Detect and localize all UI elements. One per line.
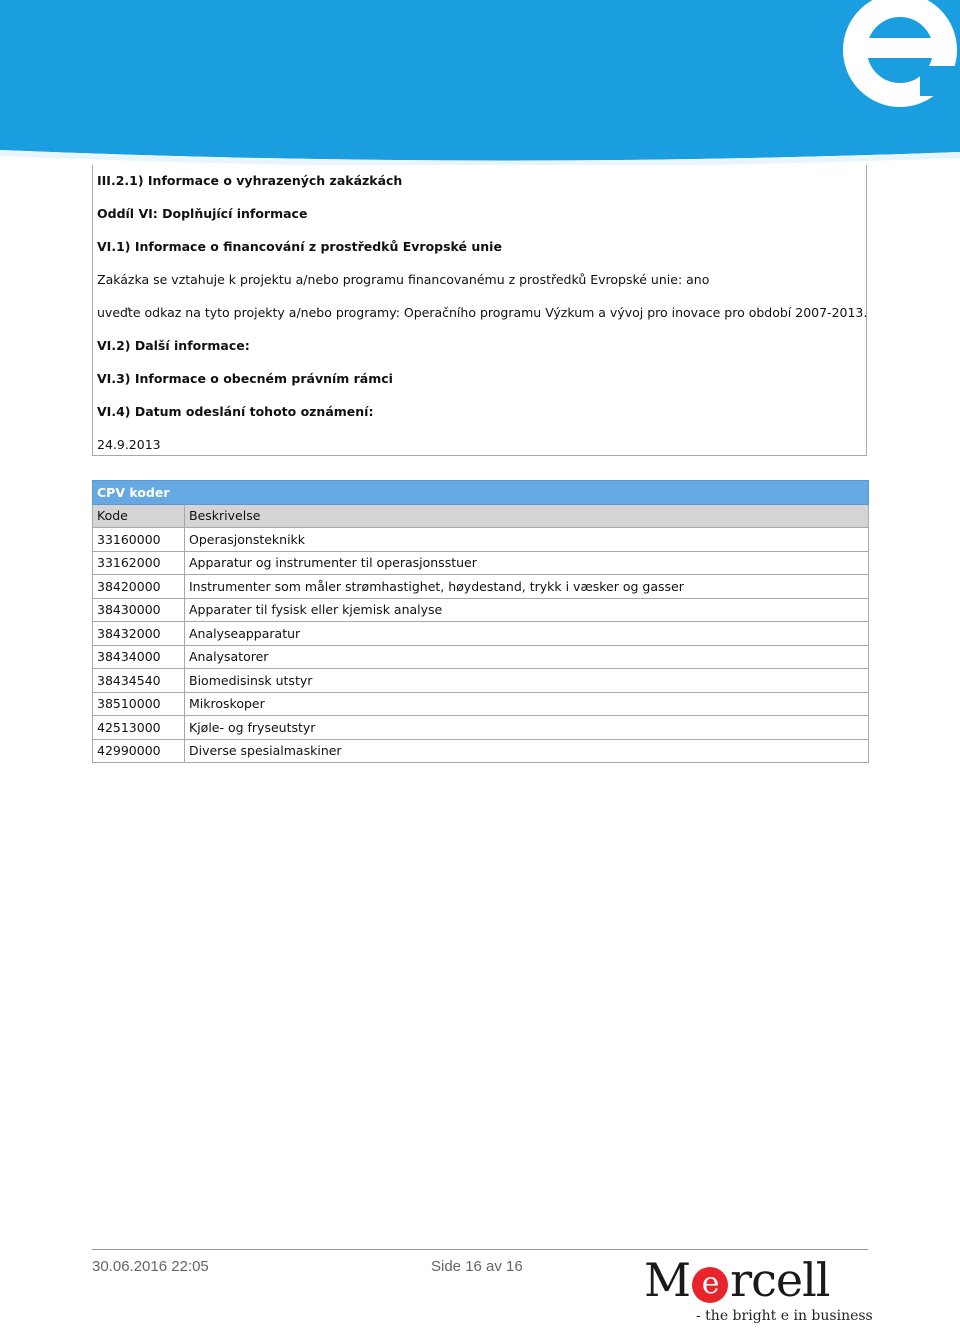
- cpv-code-table: [92, 480, 869, 763]
- section-heading-legal-framework: VI.3) Informace o obecném právním rámci: [97, 371, 393, 386]
- table-row: [93, 739, 869, 763]
- cpv-description: Apparater til fysisk eller kjemisk analyse: [185, 598, 869, 622]
- table-row: [93, 645, 869, 669]
- eu-funding-statement: Zakázka se vztahuje k projektu a/nebo programu financovanému z prostředků Evropské unie: ano: [97, 272, 710, 287]
- table-row: [93, 716, 869, 740]
- table-row: [93, 622, 869, 646]
- table-row: [93, 692, 869, 716]
- logo-letter-m: M: [644, 1253, 691, 1307]
- cpv-code: 33160000: [93, 528, 185, 552]
- column-header-description: Beskrivelse: [185, 504, 869, 528]
- cpv-description: Kjøle- og fryseutstyr: [185, 716, 869, 740]
- cpv-description: Analyseapparatur: [185, 622, 869, 646]
- eu-program-reference: uveďte odkaz na tyto projekty a/nebo programy: Operačního programu Výzkum a vývoj pro inovace pro období 2007-2013.: [97, 305, 868, 320]
- cpv-code: 42990000: [93, 739, 185, 763]
- cpv-code: 38430000: [93, 598, 185, 622]
- logo-wordmark: [644, 1252, 830, 1308]
- cpv-description: Apparatur og instrumenter til operasjonsstuer: [185, 551, 869, 575]
- footer-page-number: Side 16 av 16: [431, 1258, 523, 1275]
- table-row: [93, 528, 869, 552]
- cpv-code: 38434540: [93, 669, 185, 693]
- section-heading-eu-funding: VI.1) Informace o financování z prostředků Evropské unie: [97, 239, 502, 254]
- section-heading-additional-info: VI.2) Další informace:: [97, 338, 250, 353]
- cpv-code: 42513000: [93, 716, 185, 740]
- dispatch-date-value: 24.9.2013: [97, 437, 161, 452]
- cpv-code: 38420000: [93, 575, 185, 599]
- table-row: [93, 551, 869, 575]
- logo-letters-rcell: rcell: [730, 1253, 830, 1307]
- cpv-description: Mikroskoper: [185, 692, 869, 716]
- cpv-code: 38434000: [93, 645, 185, 669]
- mercell-logo: [644, 1252, 873, 1326]
- table-row: [93, 575, 869, 599]
- section-heading-supplementary-info: Oddíl VI: Doplňující informace: [97, 206, 308, 221]
- notice-info-box: [92, 165, 867, 456]
- logo-tagline: - the bright e in business: [696, 1308, 873, 1324]
- cpv-table-title: CPV koder: [93, 481, 869, 505]
- table-row: [93, 598, 869, 622]
- banner-graphic: [0, 0, 960, 165]
- column-header-code: Kode: [93, 504, 185, 528]
- cpv-code: 38510000: [93, 692, 185, 716]
- cpv-table-header-row: [93, 504, 869, 528]
- footer-divider: [92, 1249, 868, 1250]
- cpv-description: Analysatorer: [185, 645, 869, 669]
- cpv-table-title-row: [93, 481, 869, 505]
- footer-timestamp: 30.06.2016 22:05: [92, 1258, 209, 1275]
- cpv-description: Biomedisinsk utstyr: [185, 669, 869, 693]
- section-heading-reserved-contracts: III.2.1) Informace o vyhrazených zakázkách: [97, 173, 403, 188]
- cpv-description: Diverse spesialmaskiner: [185, 739, 869, 763]
- cpv-code: 38432000: [93, 622, 185, 646]
- cpv-description: Instrumenter som måler strømhastighet, høydestand, trykk i væsker og gasser: [185, 575, 869, 599]
- header-banner: [0, 0, 960, 165]
- section-heading-dispatch-date: VI.4) Datum odeslání tohoto oznámení:: [97, 404, 374, 419]
- logo-e-icon: e: [692, 1267, 728, 1303]
- cpv-code: 33162000: [93, 551, 185, 575]
- cpv-description: Operasjonsteknikk: [185, 528, 869, 552]
- table-row: [93, 669, 869, 693]
